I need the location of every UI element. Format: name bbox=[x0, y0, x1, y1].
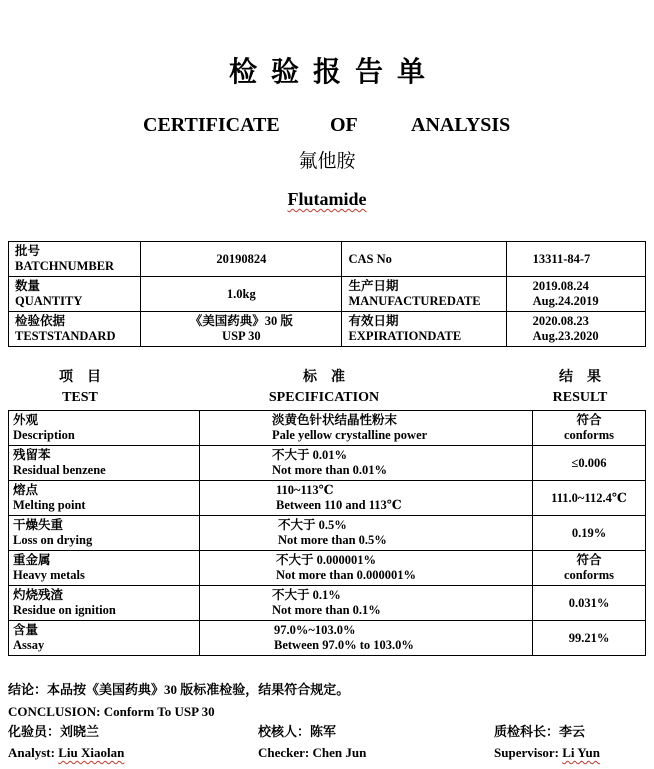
checker-en: Checker: Chen Jun bbox=[258, 745, 367, 760]
column-result-cn: 结 果 bbox=[559, 370, 601, 385]
test-result-cell bbox=[533, 481, 646, 516]
test-spec-cn: 不大于 0.01% bbox=[272, 448, 348, 462]
test-name-cn: 残留苯 bbox=[13, 448, 51, 462]
column-result-en: RESULT bbox=[552, 390, 608, 405]
drug-name-en bbox=[0, 189, 654, 210]
table-row bbox=[9, 481, 646, 516]
table-row bbox=[9, 551, 646, 586]
tests-table bbox=[8, 410, 646, 656]
test-spec-cn: 淡黄色针状结晶性粉末 bbox=[272, 413, 398, 427]
exp-label-cn: 有效日期 bbox=[348, 314, 399, 328]
test-result-cell bbox=[533, 551, 646, 586]
info-table bbox=[8, 241, 646, 347]
test-name-en: Residue on ignition bbox=[13, 603, 116, 617]
column-spec-header bbox=[262, 368, 386, 408]
test-name-cell bbox=[9, 516, 200, 551]
analyst-en bbox=[8, 743, 124, 762]
test-spec-cell bbox=[200, 621, 533, 656]
test-spec-cell bbox=[200, 411, 533, 446]
test-spec-cell bbox=[200, 586, 533, 621]
batch-label-cell bbox=[9, 242, 141, 277]
standard-label-cell bbox=[9, 312, 141, 347]
test-result-cell bbox=[533, 621, 646, 656]
test-result-cell bbox=[533, 516, 646, 551]
test-name-cn: 重金属 bbox=[13, 553, 51, 567]
column-test-header bbox=[40, 368, 120, 408]
test-name-cell bbox=[9, 446, 200, 481]
quantity-label-cn: 数量 bbox=[15, 279, 41, 293]
exp-value-2: Aug.23.2020 bbox=[532, 329, 599, 343]
test-result-cell bbox=[533, 586, 646, 621]
test-result-1: 99.21% bbox=[568, 630, 610, 645]
test-spec-cell bbox=[200, 516, 533, 551]
standard-value-cell bbox=[141, 312, 342, 347]
test-result-1: 0.031% bbox=[568, 595, 610, 610]
batch-label-cn: 批号 bbox=[15, 244, 41, 258]
test-result-2: conforms bbox=[564, 428, 614, 442]
batch-label-en: BATCHNUMBER bbox=[15, 259, 115, 273]
test-name-cn: 外观 bbox=[13, 413, 39, 427]
test-name-cell bbox=[9, 481, 200, 516]
column-test-en: TEST bbox=[62, 390, 98, 405]
column-spec-en: SPECIFICATION bbox=[268, 390, 380, 405]
test-name-en: Residual benzene bbox=[13, 463, 106, 477]
mfg-value-1: 2019.08.24 bbox=[532, 279, 589, 293]
mfg-label-cell bbox=[342, 277, 506, 312]
quantity-label-cell bbox=[9, 277, 141, 312]
standard-label-cn: 检验依据 bbox=[15, 314, 66, 328]
test-spec-cell bbox=[200, 446, 533, 481]
test-name-en: Heavy metals bbox=[13, 568, 85, 582]
table-row bbox=[9, 586, 646, 621]
test-name-cn: 含量 bbox=[13, 623, 39, 637]
document-title-cn: 检验报告单 bbox=[228, 57, 439, 88]
exp-label-en: EXPIRATIONDATE bbox=[348, 329, 462, 343]
column-spec-cn: 标 准 bbox=[303, 370, 345, 385]
test-result-cell bbox=[533, 411, 646, 446]
test-spec-en: Not more than 0.5% bbox=[278, 533, 387, 547]
quantity-value: 1.0kg bbox=[141, 277, 342, 312]
supervisor-en bbox=[494, 743, 600, 762]
mfg-value-2: Aug.24.2019 bbox=[532, 294, 599, 308]
test-spec-en: Not more than 0.1% bbox=[272, 603, 381, 617]
test-result-1: 111.0~112.4℃ bbox=[551, 490, 627, 505]
test-spec-en: Pale yellow crystalline power bbox=[272, 428, 428, 442]
supervisor-en-label: Supervisor: bbox=[494, 745, 563, 760]
column-test-cn: 项 目 bbox=[59, 370, 101, 385]
test-spec-en: Not more than 0.01% bbox=[272, 463, 388, 477]
title-en-word-1: CERTIFICATE bbox=[143, 114, 280, 136]
test-spec-en: Between 110 and 113℃ bbox=[276, 498, 402, 512]
test-spec-en: Between 97.0% to 103.0% bbox=[274, 638, 414, 652]
test-name-en: Assay bbox=[13, 638, 45, 652]
test-spec-cn: 110~113℃ bbox=[276, 483, 334, 497]
drug-name-cn: 氟他胺 bbox=[298, 151, 356, 172]
standard-label-en: TESTSTANDARD bbox=[15, 329, 116, 343]
title-en-word-3: ANALYSIS bbox=[411, 114, 511, 136]
quantity-label-en: QUANTITY bbox=[15, 294, 83, 308]
conclusion-en: CONCLUSION: Conform To USP 30 bbox=[8, 704, 215, 719]
test-spec-cell bbox=[200, 551, 533, 586]
exp-label-cell bbox=[342, 312, 506, 347]
checker-cn: 校核人：陈军 bbox=[258, 724, 337, 739]
table-row bbox=[9, 621, 646, 656]
test-result-2: conforms bbox=[564, 568, 614, 582]
test-result-cell bbox=[533, 446, 646, 481]
supervisor-en-name: Li Yun bbox=[562, 745, 600, 760]
analyst-cn: 化验员：刘晓兰 bbox=[8, 724, 100, 739]
drug-name-en-text: Flutamide bbox=[287, 189, 367, 209]
analyst-en-label: Analyst: bbox=[8, 745, 59, 760]
mfg-value-cell bbox=[506, 277, 645, 312]
column-result-header bbox=[540, 368, 620, 408]
test-name-en: Description bbox=[13, 428, 75, 442]
test-result-1: 符合 bbox=[576, 553, 602, 567]
test-spec-cn: 不大于 0.5% bbox=[278, 518, 347, 532]
exp-value-1: 2020.08.23 bbox=[532, 314, 589, 328]
test-spec-en: Not more than 0.000001% bbox=[276, 568, 417, 582]
test-spec-cell bbox=[200, 481, 533, 516]
test-spec-cn: 不大于 0.000001% bbox=[276, 553, 377, 567]
table-row bbox=[9, 411, 646, 446]
test-name-cell bbox=[9, 621, 200, 656]
analyst-en-name: Liu Xiaolan bbox=[58, 745, 125, 760]
test-name-en: Loss on drying bbox=[13, 533, 93, 547]
cas-value: 13311-84-7 bbox=[506, 242, 645, 277]
test-spec-cn: 不大于 0.1% bbox=[272, 588, 341, 602]
standard-value-1: 《美国药典》30 版 bbox=[189, 314, 293, 328]
test-name-cell bbox=[9, 586, 200, 621]
batch-value: 20190824 bbox=[141, 242, 342, 277]
mfg-label-en: MANUFACTUREDATE bbox=[348, 294, 481, 308]
supervisor-cn: 质检科长：李云 bbox=[494, 724, 586, 739]
test-result-1: ≤0.006 bbox=[571, 455, 607, 470]
exp-value-cell bbox=[506, 312, 645, 347]
test-result-1: 符合 bbox=[576, 413, 602, 427]
test-name-cn: 熔点 bbox=[13, 483, 39, 497]
standard-value-2: USP 30 bbox=[222, 329, 261, 343]
test-name-cell bbox=[9, 411, 200, 446]
conclusion-cn: 结论：本品按《美国药典》30 版标准检验，结果符合规定。 bbox=[8, 682, 350, 697]
test-result-1: 0.19% bbox=[571, 525, 607, 540]
test-name-cn: 灼烧残渣 bbox=[13, 588, 64, 602]
test-name-en: Melting point bbox=[13, 498, 86, 512]
mfg-label-cn: 生产日期 bbox=[348, 279, 399, 293]
table-row bbox=[9, 516, 646, 551]
cas-label: CAS No bbox=[342, 242, 506, 277]
test-name-cell bbox=[9, 551, 200, 586]
test-name-cn: 干燥失重 bbox=[13, 518, 64, 532]
table-row bbox=[9, 446, 646, 481]
title-en-word-2: OF bbox=[330, 114, 358, 136]
test-spec-cn: 97.0%~103.0% bbox=[274, 623, 356, 637]
